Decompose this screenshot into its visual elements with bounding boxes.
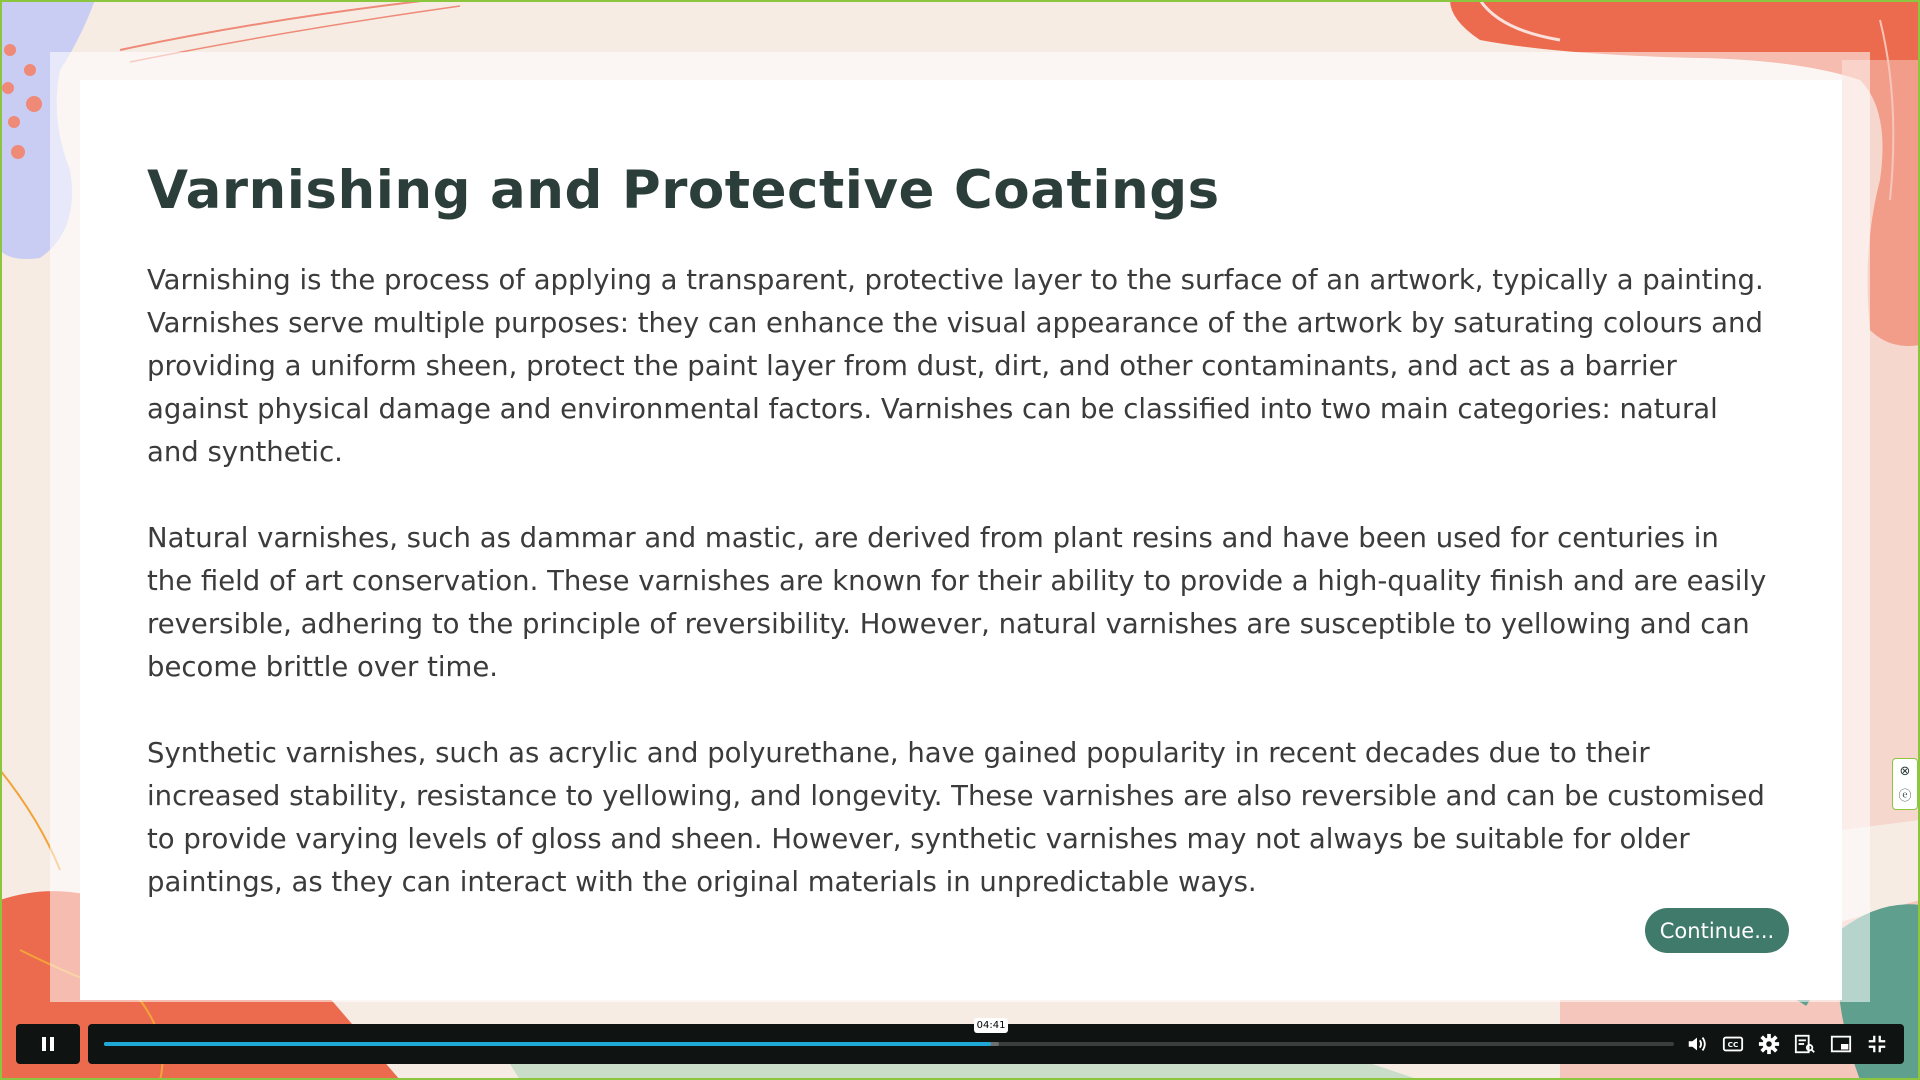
paragraph-natural-varnishes: Natural varnishes, such as dammar and mastic, are derived from plant resins and have been used for centuries in the field of art conservation. These varnishes are known for their ability to provide a high-quality finish and are easily reversible, adhering to the principle of reversibility. However, natural varnishes are susceptible to yellowing and can become brittle over time. <box>147 522 1767 683</box>
paragraph-synthetic-varnishes: Synthetic varnishes, such as acrylic and polyurethane, have gained popularity in recent decades due to their increased stability, resistance to yellowing, and longevity. These varnishes are also reversible and can be customised to provide varying levels of gloss and sheen. However, synthetic varnishes may not always be suitable for older paintings, as they can interact with the original materials in unpredictable ways. <box>147 737 1765 898</box>
pause-button[interactable] <box>16 1024 80 1064</box>
exit-fullscreen-icon[interactable] <box>1864 1032 1890 1056</box>
continue-button[interactable]: Continue... <box>1645 908 1789 953</box>
control-bar <box>88 1020 1904 1064</box>
progress-track[interactable] <box>104 1042 1674 1046</box>
progress-played <box>104 1042 991 1046</box>
pause-icon <box>40 1037 56 1051</box>
video-player-controls <box>0 1020 1920 1080</box>
svg-text:CC: CC <box>1727 1040 1739 1050</box>
slide-title: Varnishing and Protective Coatings <box>147 160 1220 221</box>
volume-icon[interactable] <box>1684 1032 1710 1056</box>
current-time-tooltip: 04:41 <box>974 1018 1008 1033</box>
settings-icon[interactable] <box>1756 1032 1782 1056</box>
picture-in-picture-icon[interactable] <box>1828 1032 1854 1056</box>
side-widget[interactable] <box>1892 758 1918 810</box>
widget-icon[interactable]: ⓔ <box>1898 788 1912 804</box>
transcript-icon[interactable] <box>1792 1032 1818 1056</box>
close-icon[interactable]: ⊗ <box>1899 763 1911 779</box>
captions-icon[interactable] <box>1720 1032 1746 1056</box>
paragraph-intro: Varnishing is the process of applying a transparent, protective layer to the surface of an artwork, typically a painting. Varnishes serve multiple purposes: they can enhance the visual appearance of the artwork by saturating colours and providing a uniform sheen, protect the paint layer from dust, dirt, and other contaminants, and act as a barrier against physical damage and environmental factors. Varnishes can be classified into two main categories: natural and synthetic. <box>147 264 1764 468</box>
